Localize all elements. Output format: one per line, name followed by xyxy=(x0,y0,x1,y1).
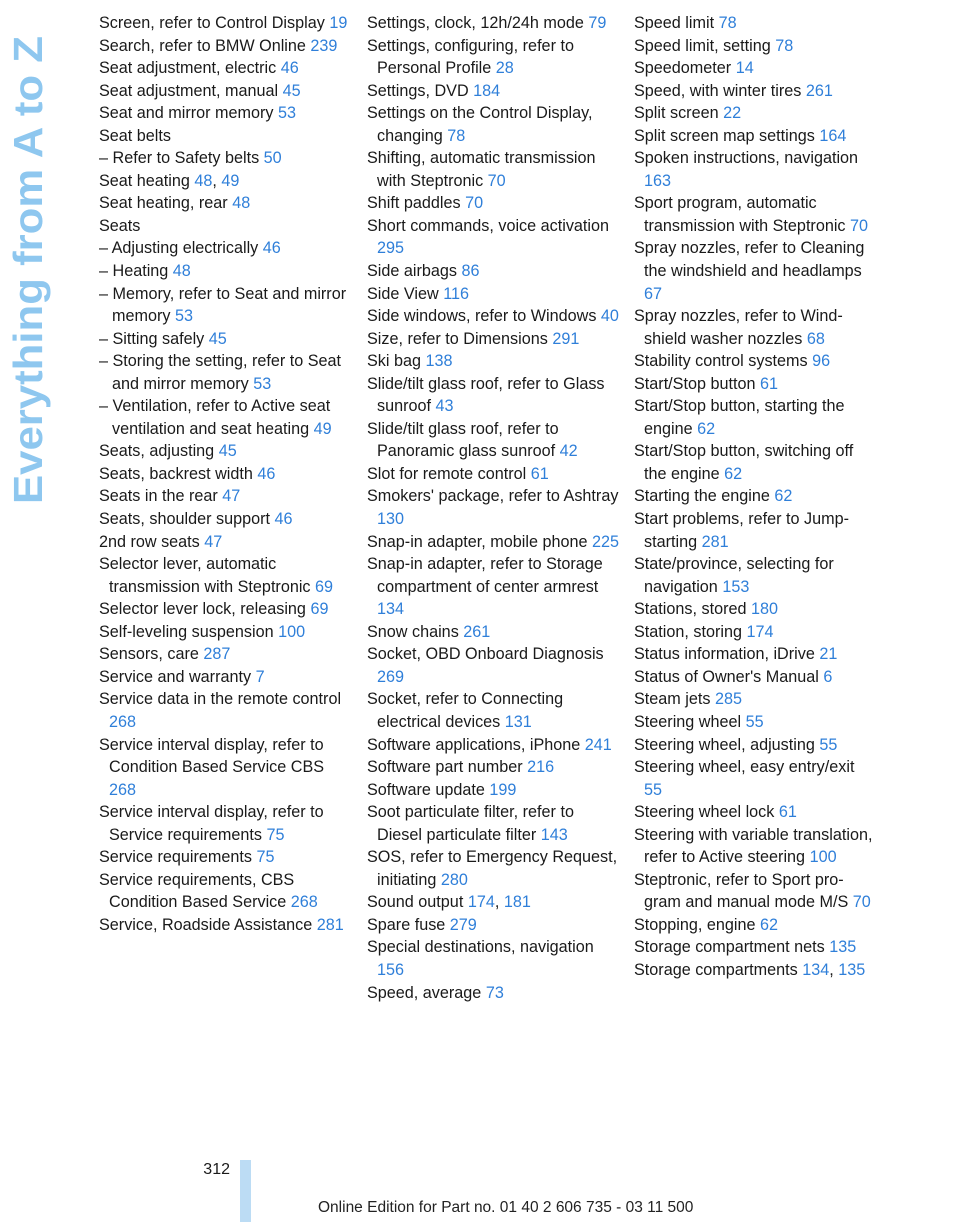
side-section-title xyxy=(2,34,52,504)
page-link[interactable]: 61 xyxy=(530,464,549,483)
index-entry xyxy=(367,12,619,35)
page-link[interactable]: 28 xyxy=(495,59,514,78)
index-entry xyxy=(634,12,874,35)
index-entry xyxy=(634,102,874,125)
entry-label: – Ventilation, refer to Active seat ventilation and seat heating xyxy=(99,397,331,438)
page-link[interactable]: 174 xyxy=(467,893,495,912)
page-link[interactable]: 79 xyxy=(588,14,607,32)
entry-label: Seat adjustment, electric xyxy=(99,59,277,78)
index-entry xyxy=(367,147,619,192)
page-link[interactable]: 135 xyxy=(829,938,857,957)
index-subentry xyxy=(99,147,351,170)
index-entry xyxy=(367,485,619,530)
page-link[interactable]: 199 xyxy=(489,780,517,799)
entry-label: Seats, adjusting xyxy=(99,442,215,461)
entry-label: Speed, average xyxy=(367,983,482,1002)
entry-label: State/province, selecting for navigation xyxy=(634,555,834,596)
entry-label: Station, storing xyxy=(634,622,742,641)
index-entry xyxy=(367,80,619,103)
page-link[interactable]: 49 xyxy=(313,419,332,438)
page-link[interactable]: 22 xyxy=(723,104,742,123)
entry-label: Shifting, automatic transmission with Steptronic xyxy=(367,149,596,190)
entry-label: Stations, stored xyxy=(634,600,747,619)
page-link[interactable]: 47 xyxy=(222,487,241,506)
entry-label: – Storing the setting, refer to Seat and mirror memory xyxy=(99,352,342,393)
entry-label: Software part number xyxy=(367,758,523,777)
entry-label: Snap-in adapter, mobile phone xyxy=(367,532,588,551)
index-entry xyxy=(634,373,874,396)
index-entry xyxy=(634,734,874,757)
index-entry xyxy=(367,734,619,757)
index-entry xyxy=(99,192,351,215)
index-entry xyxy=(99,914,351,937)
entry-label: Size, refer to Dimensions xyxy=(367,329,548,348)
entry-label: Steering with variable translation, refer to Active steering xyxy=(634,825,873,867)
page-link[interactable]: 116 xyxy=(443,284,470,303)
page-link[interactable]: 291 xyxy=(552,329,580,348)
page-link[interactable]: 268 xyxy=(109,712,137,731)
page-link[interactable]: 134 xyxy=(802,960,830,979)
index-entry xyxy=(99,508,351,531)
index-entry xyxy=(634,824,874,869)
entry-label: – Memory, refer to Seat and mirror memory xyxy=(99,284,347,326)
index-entry xyxy=(99,846,351,869)
entry-label: Service requirements, CBS Condition Based Service xyxy=(99,870,295,912)
index-subentry xyxy=(99,283,351,328)
entry-label: Storage compartment nets xyxy=(634,938,825,957)
index-entry xyxy=(634,192,874,237)
page-link[interactable]: 131 xyxy=(504,712,532,731)
page-link[interactable]: 48 xyxy=(172,262,191,281)
index-entry xyxy=(634,237,874,305)
index-entry xyxy=(367,982,619,1005)
entry-label: Speed limit, setting xyxy=(634,36,771,55)
page-link[interactable]: 42 xyxy=(559,442,578,461)
index-entry xyxy=(99,869,351,914)
page-link[interactable]: 78 xyxy=(775,36,794,55)
index-entry xyxy=(99,125,351,148)
entry-label: Start problems, refer to Jump-starting xyxy=(634,510,850,551)
page-link[interactable]: 268 xyxy=(109,780,137,799)
entry-label: Seat adjustment, manual xyxy=(99,81,279,100)
page-link[interactable]: 96 xyxy=(812,352,831,371)
entry-label: Settings on the Control Display, changing xyxy=(367,104,593,145)
index-entry xyxy=(634,711,874,734)
entry-label: Sensors, care xyxy=(99,645,199,664)
entry-label: Split screen map settings xyxy=(634,126,815,145)
entry-label: Sound output xyxy=(367,893,464,912)
index-subentry xyxy=(99,350,351,395)
index-entry xyxy=(634,35,874,58)
page-link[interactable]: 135 xyxy=(838,960,866,979)
entry-label: Selector lever lock, releasing xyxy=(99,600,306,619)
entry-label: Ski bag xyxy=(367,352,421,371)
page-link[interactable]: 70 xyxy=(487,171,506,190)
entry-label: Soot particulate filter, refer to Diesel particulate filter xyxy=(367,803,574,844)
index-entry: Seat heating 48, 49 xyxy=(99,171,240,190)
page-link[interactable]: 70 xyxy=(852,893,871,912)
page-link[interactable]: 69 xyxy=(310,600,329,619)
page-link[interactable]: 70 xyxy=(465,194,484,213)
index-entry xyxy=(634,869,874,914)
index-column-1 xyxy=(99,12,351,936)
index-entry xyxy=(99,35,351,58)
index-entry xyxy=(99,531,351,554)
entry-label: Snap-in adapter, refer to Storage compartment of center armrest xyxy=(367,555,603,596)
index-subentry xyxy=(99,328,351,351)
entry-label: Service, Roadside Assistance xyxy=(99,915,313,934)
index-entry xyxy=(634,666,874,689)
index-entry xyxy=(367,779,619,802)
index-entry xyxy=(99,666,351,689)
index-entry xyxy=(634,553,874,598)
entry-label: Spray nozzles, refer to Cleaning the windshield and headlamps xyxy=(634,239,865,281)
entry-label: Sport program, automatic transmission with Steptronic xyxy=(634,194,846,235)
page-link[interactable]: 69 xyxy=(315,577,334,596)
index-subentry xyxy=(99,237,351,260)
index-entry xyxy=(367,936,619,981)
index-entry xyxy=(367,305,619,328)
entry-label: Smokers' package, refer to Ashtray xyxy=(367,487,619,506)
index-entry: Sound output 174, 181 xyxy=(367,893,531,912)
index-entry xyxy=(634,80,874,103)
entry-label: Service and warranty xyxy=(99,667,252,686)
entry-label: Short commands, voice activation xyxy=(367,216,610,235)
index-entry xyxy=(99,12,351,35)
page-link[interactable]: 75 xyxy=(256,848,275,867)
index-entry xyxy=(99,688,351,733)
page-link[interactable]: 53 xyxy=(174,307,193,326)
index-entry xyxy=(367,418,619,463)
page-link[interactable]: 241 xyxy=(584,735,612,754)
page-link[interactable]: 61 xyxy=(760,374,779,393)
index-entry xyxy=(634,801,874,824)
entry-label: Slot for remote control xyxy=(367,464,527,483)
page-link[interactable]: 153 xyxy=(722,577,750,596)
entry-label: Seat and mirror memory xyxy=(99,104,274,123)
entry-label: Stopping, engine xyxy=(634,915,756,934)
page-link[interactable]: 269 xyxy=(377,667,405,686)
page-link[interactable]: 143 xyxy=(540,825,568,844)
page-link[interactable]: 75 xyxy=(266,825,285,844)
entry-label: Steering wheel, adjusting xyxy=(634,735,815,754)
page-link[interactable]: 130 xyxy=(377,510,405,529)
page-link[interactable]: 70 xyxy=(850,216,869,235)
entry-label: Starting the engine xyxy=(634,487,770,506)
page-link[interactable]: 50 xyxy=(263,149,282,168)
entry-label: Seats, backrest width xyxy=(99,464,253,483)
index-entry xyxy=(634,688,874,711)
side-title-text: Everything from A to Z xyxy=(5,65,51,504)
entry-label: Socket, refer to Connecting electrical devices xyxy=(367,690,564,731)
entry-label: Seats, shoulder support xyxy=(99,510,270,529)
entry-label: Stability control systems xyxy=(634,352,808,371)
entry-label: Steptronic, refer to Sport program and manual mode M/S xyxy=(634,870,849,912)
page-link[interactable]: 86 xyxy=(461,262,480,281)
page-link[interactable]: 46 xyxy=(274,510,293,529)
index-entry xyxy=(367,373,619,418)
page-link[interactable]: 281 xyxy=(316,915,344,934)
entry-label: Start/Stop button, starting the engine xyxy=(634,397,845,438)
index-entry xyxy=(634,440,874,485)
page-link[interactable]: 268 xyxy=(290,893,318,912)
entry-label: Service interval display, refer to Condition Based Service CBS xyxy=(99,735,325,777)
page-link[interactable]: 21 xyxy=(819,645,838,664)
index-subentry xyxy=(99,260,351,283)
entry-label: Shift paddles xyxy=(367,194,461,213)
page-link[interactable]: 67 xyxy=(644,284,663,303)
index-entry xyxy=(634,485,874,508)
index-entry xyxy=(99,621,351,644)
index-column-3 xyxy=(634,12,874,982)
page-link[interactable]: 100 xyxy=(278,622,306,641)
entry-label: Settings, clock, 12h/24h mode xyxy=(367,14,584,32)
entry-label: Side windows, refer to Windows xyxy=(367,307,597,326)
page-link[interactable]: 19 xyxy=(329,14,348,32)
entry-label: Steering wheel, easy entry/exit xyxy=(634,758,855,777)
page-link[interactable]: 55 xyxy=(745,712,764,731)
entry-label: Selector lever, automatic transmission with Steptronic xyxy=(99,555,311,596)
entry-label: Settings, configuring, refer to Personal Profile xyxy=(367,36,574,78)
page-link[interactable]: 62 xyxy=(760,915,779,934)
entry-label: Spare fuse xyxy=(367,915,446,934)
entry-label: Settings, DVD xyxy=(367,81,469,100)
page-link[interactable]: 45 xyxy=(282,81,301,100)
entry-label: Service requirements xyxy=(99,848,252,867)
entry-label: – Refer to Safety belts xyxy=(99,149,260,168)
page-link[interactable]: 53 xyxy=(253,374,272,393)
page-link[interactable]: 138 xyxy=(425,352,453,371)
entry-label: Screen, refer to Control Display xyxy=(99,14,325,32)
page-link[interactable]: 281 xyxy=(701,532,729,551)
index-entry xyxy=(634,936,874,959)
index-column-2 xyxy=(367,12,619,1004)
page-link[interactable]: 174 xyxy=(746,622,774,641)
index-entry xyxy=(99,485,351,508)
index-entry xyxy=(634,305,874,350)
entry-label: – Sitting safely xyxy=(99,329,205,348)
page-link[interactable]: 48 xyxy=(232,194,251,213)
entry-label: Socket, OBD Onboard Diagnosis xyxy=(367,645,604,664)
page-link[interactable]: 43 xyxy=(435,397,454,416)
page-link[interactable]: 285 xyxy=(714,690,742,709)
entry-label: Speedometer xyxy=(634,59,732,78)
index-entry xyxy=(367,621,619,644)
index-entry xyxy=(634,350,874,373)
page-link[interactable]: 14 xyxy=(735,59,754,78)
page-link[interactable]: 7 xyxy=(255,667,265,686)
index-entry xyxy=(634,621,874,644)
page-link[interactable]: 261 xyxy=(805,81,833,100)
page-link[interactable]: 45 xyxy=(208,329,227,348)
page-link[interactable]: 68 xyxy=(806,329,825,348)
page-link[interactable]: 73 xyxy=(485,983,504,1002)
index-entry xyxy=(367,463,619,486)
index-entry xyxy=(367,215,619,260)
index-entry xyxy=(634,643,874,666)
index-entry xyxy=(634,756,874,801)
entry-label: Steering wheel lock xyxy=(634,803,775,822)
index-entry xyxy=(634,125,874,148)
index-entry xyxy=(634,147,874,192)
index-entry xyxy=(367,688,619,733)
page-link[interactable]: 180 xyxy=(750,600,778,619)
page-link[interactable]: 295 xyxy=(377,239,405,258)
page-link[interactable]: 6 xyxy=(823,667,833,686)
index-entry xyxy=(367,643,619,688)
index-entry xyxy=(634,57,874,80)
entry-label: Software applications, iPhone xyxy=(367,735,581,754)
entry-label: Seat belts xyxy=(99,126,171,145)
page-link[interactable]: 181 xyxy=(503,893,531,912)
page-link[interactable]: 78 xyxy=(447,126,466,145)
entry-label: Steering wheel xyxy=(634,712,742,731)
entry-label: Seat heating, rear xyxy=(99,194,228,213)
page-link[interactable]: 62 xyxy=(774,487,793,506)
page-link[interactable]: 184 xyxy=(473,81,501,100)
page-link[interactable]: 280 xyxy=(440,870,468,889)
index-entry xyxy=(99,553,351,598)
index-entry xyxy=(99,215,351,238)
index-entry xyxy=(367,531,619,554)
entry-label: 2nd row seats xyxy=(99,532,205,551)
page-link[interactable]: 55 xyxy=(644,780,663,799)
entry-label: Speed limit xyxy=(634,14,715,32)
entry-label: Seat heating xyxy=(99,171,190,190)
index-entry xyxy=(99,598,351,621)
entry-label: Side airbags xyxy=(367,262,457,281)
footer-edition-text: Online Edition for Part no. 01 40 2 606 735 - 03 11 500 xyxy=(318,1199,694,1216)
page-link[interactable]: 239 xyxy=(310,36,338,55)
index-entry xyxy=(99,440,351,463)
entry-label: Slide/tilt glass roof, refer to Glass sunroof xyxy=(367,374,605,416)
index-entry xyxy=(367,328,619,351)
index-entry xyxy=(367,102,619,147)
page-link[interactable]: 53 xyxy=(278,104,297,123)
entry-label: Self-leveling suspension xyxy=(99,622,274,641)
page-link[interactable]: 49 xyxy=(221,171,240,190)
index-entry xyxy=(367,35,619,80)
entry-label: Software update xyxy=(367,780,485,799)
index-entry xyxy=(634,598,874,621)
page-link[interactable]: 47 xyxy=(204,532,223,551)
index-entry xyxy=(99,57,351,80)
index-entry xyxy=(99,463,351,486)
page-link[interactable]: 156 xyxy=(377,960,405,979)
page-link[interactable]: 46 xyxy=(262,239,281,258)
index-entry xyxy=(367,756,619,779)
index-entry xyxy=(99,734,351,802)
entry-label: – Adjusting electrically xyxy=(99,239,259,258)
entry-label: Seats in the rear xyxy=(99,487,218,506)
entry-label: Speed, with winter tires xyxy=(634,81,802,100)
page-link[interactable]: 100 xyxy=(809,848,837,867)
index-entry xyxy=(367,553,619,621)
index-entry xyxy=(99,643,351,666)
page-link[interactable]: 287 xyxy=(203,645,231,664)
entry-label: Seats xyxy=(99,216,141,235)
page-link[interactable]: 261 xyxy=(463,622,491,641)
entry-label: Snow chains xyxy=(367,622,459,641)
page-link[interactable]: 279 xyxy=(449,915,477,934)
entry-label: SOS, refer to Emergency Request, initiating xyxy=(367,848,618,889)
index-entry xyxy=(367,192,619,215)
index-entry xyxy=(367,260,619,283)
entry-label: Start/Stop button, switching off the engine xyxy=(634,442,854,483)
page-number: 312 xyxy=(203,1161,230,1178)
entry-label: Special destinations, navigation xyxy=(367,938,594,957)
entry-label: Split screen xyxy=(634,104,719,123)
entry-label: Spray nozzles, refer to Windshield washer nozzles xyxy=(634,307,843,348)
page-link[interactable]: 45 xyxy=(218,442,237,461)
index-entry xyxy=(634,914,874,937)
entry-label: Service interval display, refer to Service requirements xyxy=(99,803,324,844)
index-entry xyxy=(367,914,619,937)
page-link[interactable]: 55 xyxy=(819,735,838,754)
index-entry xyxy=(99,801,351,846)
entry-label: Status of Owner's Manual xyxy=(634,667,819,686)
page-link[interactable]: 164 xyxy=(819,126,847,145)
page-link[interactable]: 46 xyxy=(257,464,276,483)
index-entry xyxy=(99,102,351,125)
entry-label: Slide/tilt glass roof, refer to Panoramic glass sunroof xyxy=(367,419,559,461)
entry-label: Service data in the remote control xyxy=(99,690,342,709)
index-entry: Storage compartments 134, 135 xyxy=(634,960,866,979)
page-link[interactable]: 62 xyxy=(724,464,743,483)
entry-label: Storage compartments xyxy=(634,960,798,979)
index-entry xyxy=(367,350,619,373)
page-link[interactable]: 46 xyxy=(280,59,299,78)
page-link[interactable]: 134 xyxy=(377,600,405,619)
index-entry xyxy=(634,508,874,553)
index-subentry xyxy=(99,395,351,440)
entry-label: Status information, iDrive xyxy=(634,645,815,664)
page-link[interactable]: 163 xyxy=(644,171,672,190)
page-link[interactable]: 40 xyxy=(600,307,619,326)
entry-label: – Heating xyxy=(99,262,169,281)
page-link[interactable]: 216 xyxy=(527,758,555,777)
footer-accent-bar xyxy=(240,1160,251,1222)
entry-label: Start/Stop button xyxy=(634,374,756,393)
page-link[interactable]: 225 xyxy=(592,532,620,551)
index-entry xyxy=(367,801,619,846)
page-link[interactable]: 48 xyxy=(194,171,213,190)
index-entry xyxy=(367,846,619,891)
page-link[interactable]: 62 xyxy=(697,419,716,438)
entry-label: Steam jets xyxy=(634,690,711,709)
index-entry xyxy=(634,395,874,440)
page-link[interactable]: 78 xyxy=(718,14,737,32)
index-entry xyxy=(367,283,619,306)
entry-label: Search, refer to BMW Online xyxy=(99,36,306,55)
index-entry xyxy=(99,80,351,103)
entry-label: Side View xyxy=(367,284,439,303)
page-link[interactable]: 61 xyxy=(778,803,797,822)
entry-label: Spoken instructions, navigation xyxy=(634,149,859,168)
